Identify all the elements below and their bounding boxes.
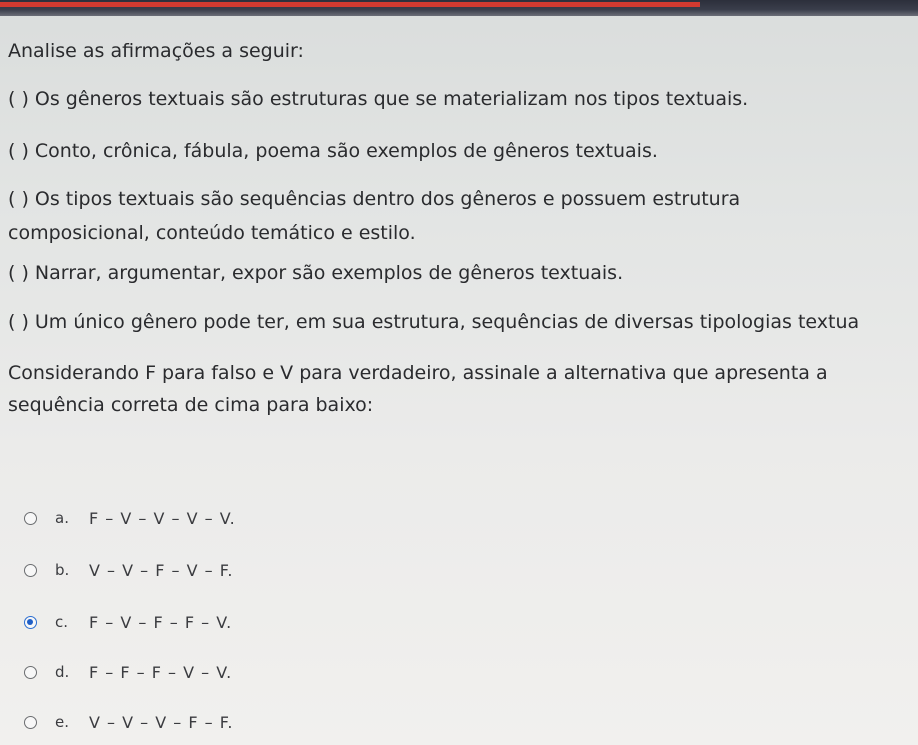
top-accent-stripe [0,2,700,7]
option-d[interactable] [24,660,344,684]
statement-4: ( ) Narrar, argumentar, expor são exemplos de gêneros textuais. [8,262,624,284]
option-c[interactable] [24,610,344,634]
question-prompt-line-2: sequência correta de cima para baixo: [8,394,374,416]
radio-option-a[interactable] [24,512,37,525]
radio-option-e[interactable] [24,716,37,729]
radio-option-b[interactable] [24,564,37,577]
option-e-letter: e. [55,713,69,731]
statement-2: ( ) Conto, crônica, fábula, poema são exemplos de gêneros textuais. [8,140,658,162]
question-intro: Analise as afirmações a seguir: [8,40,304,62]
option-d-letter: d. [55,663,70,681]
option-b-text: V – V – F – V – F. [89,560,234,580]
statement-3-continued: composicional, conteúdo temático e estilo. [8,222,416,244]
option-c-text: F – V – F – F – V. [89,612,233,632]
option-a[interactable] [24,506,344,530]
option-e[interactable] [24,710,344,734]
statement-5: ( ) Um único gênero pode ter, em sua estrutura, sequências de diversas tipologias textua [8,311,860,333]
option-b[interactable] [24,558,344,582]
option-a-letter: a. [55,509,69,527]
option-c-letter: c. [55,613,69,631]
option-b-letter: b. [55,561,70,579]
option-a-text: F – V – V – V – V. [89,508,236,528]
radio-option-d[interactable] [24,666,37,679]
radio-option-c-selected[interactable] [24,616,37,629]
question-prompt-line-1: Considerando F para falso e V para verdadeiro, assinale a alternativa que apresenta a [8,362,828,384]
statement-3: ( ) Os tipos textuais são sequências dentro dos gêneros e possuem estrutura [8,188,741,210]
option-e-text: V – V – V – F – F. [89,712,234,732]
option-d-text: F – F – F – V – V. [89,662,233,682]
statement-1: ( ) Os gêneros textuais são estruturas que se materializam nos tipos textuais. [8,88,749,110]
